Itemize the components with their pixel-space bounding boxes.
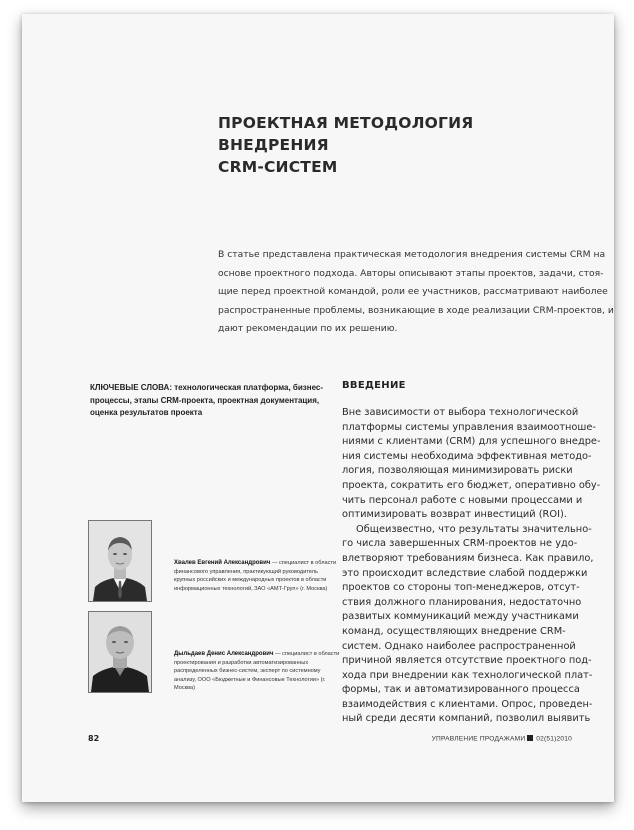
- page-number: 82: [88, 734, 100, 743]
- author-name: Дыльдаев Денис Александрович: [174, 651, 274, 657]
- body-line: проектов со стороны топ-менеджеров, отсут-: [342, 582, 580, 594]
- body-line: ниями с клиентами (CRM) для успешного внедре-: [342, 436, 601, 448]
- abstract-line: дают рекомендации по их решению.: [218, 323, 398, 334]
- magazine-page: [22, 14, 614, 802]
- body-line: го числа завершенных CRM-проектов не удо-: [342, 538, 578, 550]
- body-line: развитых коммуникаций между участниками: [342, 611, 579, 623]
- body-line: это происходит вследствие слабой поддержки: [342, 567, 588, 579]
- body-line: хода при внедрении как технологической плат-: [342, 669, 593, 681]
- body-line: Вне зависимости от выбора технологической: [342, 407, 579, 418]
- body-line: ствия должного планирования, недостаточно: [342, 596, 582, 608]
- body-line: систем. Однако наиболее распространенной: [342, 640, 576, 652]
- body-line: формы, так и автоматизированного процесса: [342, 684, 580, 696]
- section-heading: ВВЕДЕНИЕ: [342, 380, 406, 391]
- title-line-1: ПРОЕКТНАЯ МЕТОДОЛОГИЯ ВНЕДРЕНИЯ: [218, 114, 474, 154]
- journal-name: УПРАВЛЕНИЕ ПРОДАЖАМИ: [431, 735, 526, 743]
- journal-footer: [432, 735, 572, 743]
- abstract-line: основе проектного подхода. Авторы описывают этапы проектов, задачи, стоя-: [218, 267, 604, 279]
- portrait-image: [89, 612, 151, 692]
- article-body: [342, 406, 601, 727]
- body-line: логия, позволяющая минимизировать риски: [342, 465, 573, 477]
- body-line: ния системы необходима эффективная методо-: [342, 450, 592, 462]
- body-line: влетворяют требованиям бизнеса. Как правило,: [342, 552, 594, 564]
- abstract-line: щие перед проектной командой, роли ее участников, рассматривают наиболее: [218, 286, 608, 297]
- body-line: команд, осуществляющих внедрение CRM-: [342, 625, 566, 637]
- author-photo-1: [88, 520, 152, 602]
- article-abstract: [218, 246, 614, 339]
- keywords-block: КЛЮЧЕВЫЕ СЛОВА: технологическая платформа, бизнес-процессы, этапы CRM-проекта, проектная документация, оценка результатов проекта: [90, 383, 324, 417]
- portrait-image: [89, 521, 151, 601]
- body-line: платформы системы управления взаимоотноше-: [342, 421, 596, 433]
- body-line: чить персонал работе с новыми процессами и: [342, 494, 583, 506]
- body-line: проекта, сократить его бюджет, оперативно обу-: [342, 479, 601, 491]
- body-line: причиной является отсутствие проектного под-: [342, 655, 592, 667]
- title-line-2: CRM-СИСТЕМ: [218, 158, 338, 176]
- author-name: Хвалев Евгений Александрович: [174, 560, 271, 566]
- author-bio-2: [174, 650, 340, 693]
- issue-number: 02(51)2010: [536, 735, 572, 743]
- author-description: — специалист в области проектирования и разработки автоматизированных распределенных бизнес-систем, эксперт по системному анализу, ООО «Бюджетные и Финансовые Технологии» (г. Москва): [174, 651, 340, 692]
- abstract-line: В статье представлена практическая методология внедрения системы CRM на: [218, 249, 606, 260]
- author-bio-1: [174, 559, 340, 593]
- abstract-line: распространенные проблемы, возникающие в ходе реализации CRM-проектов, и: [218, 304, 614, 316]
- article-title: [218, 112, 578, 178]
- body-line: Общеизвестно, что результаты значительно-: [356, 523, 592, 535]
- square-bullet-icon: [527, 735, 533, 741]
- author-photo-2: [88, 611, 152, 693]
- author-description: — специалист в области финансового управления, практикующий руководитель крупных российских и международных проектов в области информационных технологий, ЗАО «АМТ-Груп» (г. Москва): [174, 560, 337, 592]
- body-line: ный среди десяти компаний, позволил выявить: [342, 713, 591, 725]
- body-line: взаимодействия с клиентами. Опрос, проведен-: [342, 698, 593, 710]
- body-line: оптимизировать возврат инвестиций (ROI).: [342, 509, 567, 521]
